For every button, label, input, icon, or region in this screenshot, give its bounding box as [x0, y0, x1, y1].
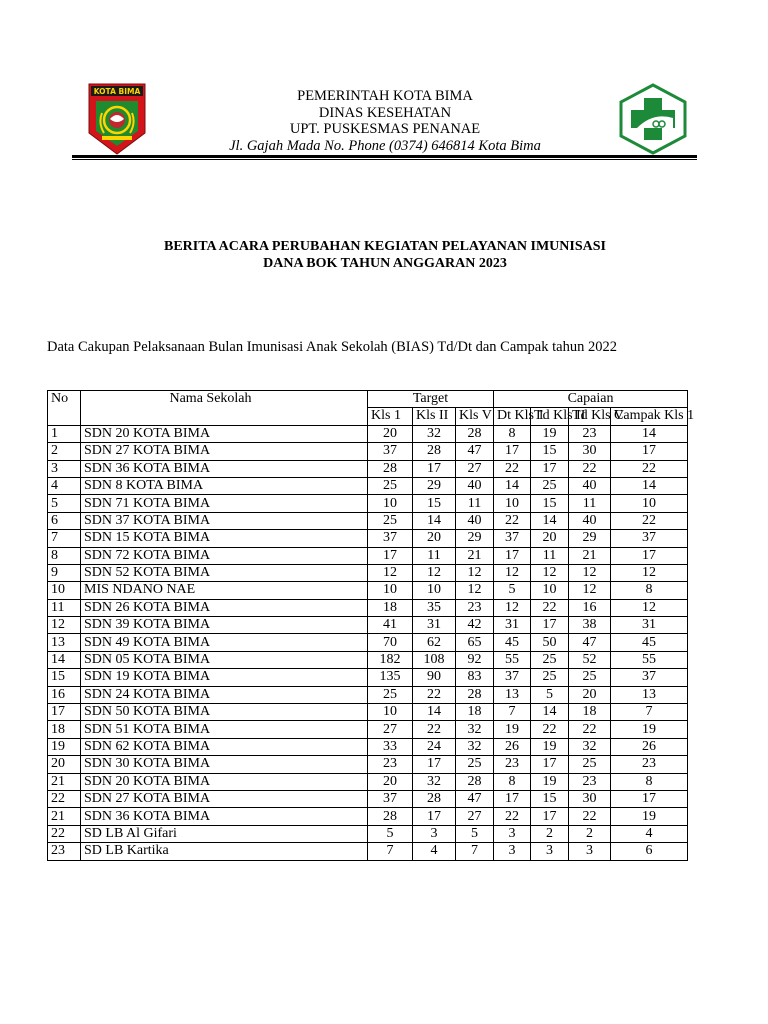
table-row: [48, 756, 688, 773]
cell-value: 37: [611, 530, 688, 547]
school-name: SDN 20 KOTA BIMA: [81, 773, 368, 790]
cell-value: 40: [569, 512, 611, 529]
header-capaian-col: Td Kls II: [531, 408, 569, 425]
school-name: SDN 20 KOTA BIMA: [81, 425, 368, 442]
table-row: [48, 669, 688, 686]
cell-value: 10: [611, 495, 688, 512]
row-number: 12: [48, 617, 81, 634]
cell-value: 19: [494, 721, 531, 738]
cell-value: 47: [456, 790, 494, 807]
cell-value: 23: [456, 599, 494, 616]
cell-value: 25: [368, 512, 413, 529]
cell-value: 14: [413, 704, 456, 721]
cell-value: 26: [494, 738, 531, 755]
cell-value: 25: [456, 756, 494, 773]
cell-value: 19: [611, 808, 688, 825]
cell-value: 15: [531, 790, 569, 807]
table-row: [48, 721, 688, 738]
school-name: SDN 27 KOTA BIMA: [81, 790, 368, 807]
cell-value: 17: [611, 790, 688, 807]
cell-value: 26: [611, 738, 688, 755]
cell-value: 13: [611, 686, 688, 703]
cell-value: 23: [569, 773, 611, 790]
cell-value: 22: [611, 460, 688, 477]
row-number: 10: [48, 582, 81, 599]
cell-value: 38: [569, 617, 611, 634]
cell-value: 42: [456, 617, 494, 634]
row-number: 22: [48, 790, 81, 807]
table-row: [48, 564, 688, 581]
cell-value: 11: [413, 547, 456, 564]
cell-value: 17: [531, 808, 569, 825]
cell-value: 182: [368, 651, 413, 668]
cell-value: 92: [456, 651, 494, 668]
cell-value: 70: [368, 634, 413, 651]
school-name: SDN 49 KOTA BIMA: [81, 634, 368, 651]
cell-value: 17: [531, 617, 569, 634]
cell-value: 45: [611, 634, 688, 651]
header-capaian-col: Campak Kls 1: [611, 408, 688, 425]
table-row: [48, 599, 688, 616]
row-number: 4: [48, 477, 81, 494]
cell-value: 11: [531, 547, 569, 564]
cell-value: 40: [569, 477, 611, 494]
cell-value: 19: [611, 721, 688, 738]
header-target-col: Kls V: [456, 408, 494, 425]
cell-value: 108: [413, 651, 456, 668]
cell-value: 32: [569, 738, 611, 755]
header-target: Target: [368, 391, 494, 408]
cell-value: 29: [456, 530, 494, 547]
cell-value: 22: [494, 512, 531, 529]
header-capaian-col: Dt Kls 1: [494, 408, 531, 425]
cell-value: 62: [413, 634, 456, 651]
table-row: [48, 808, 688, 825]
cell-value: 22: [531, 599, 569, 616]
cell-value: 28: [368, 460, 413, 477]
cell-value: 12: [569, 582, 611, 599]
row-number: 7: [48, 530, 81, 547]
school-name: MIS NDANO NAE: [81, 582, 368, 599]
table-row: [48, 443, 688, 460]
cell-value: 22: [569, 721, 611, 738]
cell-value: 23: [494, 756, 531, 773]
cell-value: 21: [456, 547, 494, 564]
school-name: SDN 30 KOTA BIMA: [81, 756, 368, 773]
cell-value: 22: [569, 808, 611, 825]
cell-value: 37: [368, 443, 413, 460]
cell-value: 5: [456, 825, 494, 842]
row-number: 2: [48, 443, 81, 460]
school-name: SDN 71 KOTA BIMA: [81, 495, 368, 512]
cell-value: 27: [456, 808, 494, 825]
cell-value: 7: [611, 704, 688, 721]
cell-value: 7: [456, 843, 494, 860]
row-number: 16: [48, 686, 81, 703]
cell-value: 3: [531, 843, 569, 860]
cell-value: 12: [531, 564, 569, 581]
title-line-1: BERITA ACARA PERUBAHAN KEGIATAN PELAYANAN IMUNISASI: [164, 239, 606, 254]
header-capaian: Capaian: [494, 391, 688, 408]
header-no: No: [48, 391, 81, 426]
cell-value: 33: [368, 738, 413, 755]
table-row: [48, 825, 688, 842]
cell-value: 28: [456, 686, 494, 703]
cell-value: 17: [413, 808, 456, 825]
table-row: [48, 704, 688, 721]
cell-value: 4: [611, 825, 688, 842]
cell-value: 5: [531, 686, 569, 703]
cell-value: 22: [413, 721, 456, 738]
row-number: 5: [48, 495, 81, 512]
cell-value: 18: [569, 704, 611, 721]
cell-value: 22: [611, 512, 688, 529]
cell-value: 28: [456, 773, 494, 790]
school-name: SDN 19 KOTA BIMA: [81, 669, 368, 686]
table-row: [48, 790, 688, 807]
cell-value: 37: [368, 790, 413, 807]
cell-value: 12: [456, 564, 494, 581]
cell-value: 37: [611, 669, 688, 686]
school-name: SDN 36 KOTA BIMA: [81, 808, 368, 825]
cell-value: 14: [531, 704, 569, 721]
cell-value: 10: [531, 582, 569, 599]
school-name: SDN 51 KOTA BIMA: [81, 721, 368, 738]
cell-value: 5: [494, 582, 531, 599]
letterhead-rule: [72, 155, 697, 158]
cell-value: 7: [368, 843, 413, 860]
cell-value: 28: [413, 443, 456, 460]
school-name: SDN 15 KOTA BIMA: [81, 530, 368, 547]
row-number: 1: [48, 425, 81, 442]
cell-value: 50: [531, 634, 569, 651]
cell-value: 17: [368, 547, 413, 564]
cell-value: 28: [368, 808, 413, 825]
header-nama-sekolah: Nama Sekolah: [81, 391, 368, 426]
header-target-col: Kls II: [413, 408, 456, 425]
row-number: 11: [48, 599, 81, 616]
cell-value: 28: [413, 790, 456, 807]
cell-value: 31: [494, 617, 531, 634]
header-target-col: Kls 1: [368, 408, 413, 425]
cell-value: 12: [456, 582, 494, 599]
row-number: 22: [48, 825, 81, 842]
table-row: [48, 738, 688, 755]
row-number: 3: [48, 460, 81, 477]
cell-value: 14: [611, 425, 688, 442]
cell-value: 47: [569, 634, 611, 651]
table-row: [48, 477, 688, 494]
cell-value: 4: [413, 843, 456, 860]
cell-value: 12: [413, 564, 456, 581]
cell-value: 8: [494, 425, 531, 442]
cell-value: 30: [569, 443, 611, 460]
cell-value: 45: [494, 634, 531, 651]
cell-value: 17: [531, 460, 569, 477]
cell-value: 15: [531, 443, 569, 460]
cell-value: 17: [494, 790, 531, 807]
cell-value: 25: [531, 477, 569, 494]
cell-value: 30: [569, 790, 611, 807]
cell-value: 10: [494, 495, 531, 512]
table-row: [48, 425, 688, 442]
cell-value: 29: [569, 530, 611, 547]
cell-value: 25: [569, 669, 611, 686]
cell-value: 7: [494, 704, 531, 721]
cell-value: 25: [368, 686, 413, 703]
cell-value: 8: [494, 773, 531, 790]
header-capaian-col: Td Kls V: [569, 408, 611, 425]
cell-value: 14: [611, 477, 688, 494]
school-name: SDN 39 KOTA BIMA: [81, 617, 368, 634]
cell-value: 15: [413, 495, 456, 512]
cell-value: 12: [611, 599, 688, 616]
cell-value: 17: [494, 547, 531, 564]
cell-value: 22: [494, 460, 531, 477]
cell-value: 22: [531, 721, 569, 738]
row-number: 21: [48, 773, 81, 790]
cell-value: 5: [368, 825, 413, 842]
cell-value: 2: [531, 825, 569, 842]
cell-value: 12: [611, 564, 688, 581]
svg-text:KOTA BIMA: KOTA BIMA: [93, 87, 141, 96]
table-row: [48, 495, 688, 512]
school-name: SDN 26 KOTA BIMA: [81, 599, 368, 616]
cell-value: 31: [413, 617, 456, 634]
document-title: [60, 238, 710, 272]
school-name: SD LB Kartika: [81, 843, 368, 860]
table-row: [48, 634, 688, 651]
cell-value: 12: [368, 564, 413, 581]
table-row: [48, 617, 688, 634]
cell-value: 52: [569, 651, 611, 668]
cell-value: 16: [569, 599, 611, 616]
cell-value: 10: [368, 582, 413, 599]
cell-value: 55: [611, 651, 688, 668]
cell-value: 17: [494, 443, 531, 460]
cell-value: 41: [368, 617, 413, 634]
cell-value: 20: [531, 530, 569, 547]
cell-value: 25: [531, 669, 569, 686]
cell-value: 12: [494, 564, 531, 581]
cell-value: 20: [413, 530, 456, 547]
row-number: 13: [48, 634, 81, 651]
cell-value: 65: [456, 634, 494, 651]
cell-value: 31: [611, 617, 688, 634]
cell-value: 12: [569, 564, 611, 581]
cell-value: 3: [413, 825, 456, 842]
school-name: SDN 52 KOTA BIMA: [81, 564, 368, 581]
header-department: DINAS KESEHATAN: [318, 104, 452, 121]
cell-value: 14: [413, 512, 456, 529]
cell-value: 20: [368, 773, 413, 790]
cell-value: 10: [368, 704, 413, 721]
cell-value: 23: [368, 756, 413, 773]
cell-value: 37: [494, 530, 531, 547]
school-name: SDN 24 KOTA BIMA: [81, 686, 368, 703]
row-number: 23: [48, 843, 81, 860]
header-address: Jl. Gajah Mada No. Phone (0374) 646814 Kota Bima: [229, 137, 541, 154]
cell-value: 40: [456, 512, 494, 529]
letterhead: [180, 88, 590, 154]
cell-value: 28: [456, 425, 494, 442]
cell-value: 35: [413, 599, 456, 616]
school-name: SDN 72 KOTA BIMA: [81, 547, 368, 564]
row-number: 6: [48, 512, 81, 529]
school-name: SDN 62 KOTA BIMA: [81, 738, 368, 755]
cell-value: 12: [494, 599, 531, 616]
kota-bima-logo: [88, 83, 146, 155]
cell-value: 20: [569, 686, 611, 703]
table-row: [48, 651, 688, 668]
cell-value: 25: [531, 651, 569, 668]
cell-value: 21: [569, 547, 611, 564]
table-row: [48, 530, 688, 547]
table-row: [48, 686, 688, 703]
cell-value: 27: [368, 721, 413, 738]
table-row: [48, 582, 688, 599]
cell-value: 8: [611, 582, 688, 599]
cell-value: 19: [531, 773, 569, 790]
cell-value: 32: [413, 425, 456, 442]
school-name: SDN 36 KOTA BIMA: [81, 460, 368, 477]
cell-value: 18: [368, 599, 413, 616]
row-number: 17: [48, 704, 81, 721]
cell-value: 6: [611, 843, 688, 860]
cell-value: 2: [569, 825, 611, 842]
cell-value: 135: [368, 669, 413, 686]
header-puskesmas: UPT. PUSKESMAS PENANAE: [289, 121, 481, 137]
cell-value: 8: [611, 773, 688, 790]
cell-value: 22: [494, 808, 531, 825]
cell-value: 11: [456, 495, 494, 512]
cell-value: 55: [494, 651, 531, 668]
cell-value: 32: [456, 721, 494, 738]
intro-text: Data Cakupan Pelaksanaan Bulan Imunisasi Anak Sekolah (BIAS) Td/Dt dan Campak tahun 2022: [47, 339, 617, 355]
cell-value: 14: [531, 512, 569, 529]
row-number: 15: [48, 669, 81, 686]
cell-value: 24: [413, 738, 456, 755]
cell-value: 3: [569, 843, 611, 860]
cell-value: 23: [611, 756, 688, 773]
row-number: 20: [48, 756, 81, 773]
row-number: 9: [48, 564, 81, 581]
cell-value: 20: [368, 425, 413, 442]
letterhead-rule-thin: [72, 159, 697, 160]
school-name: SDN 50 KOTA BIMA: [81, 704, 368, 721]
school-name: SDN 37 KOTA BIMA: [81, 512, 368, 529]
header-government: PEMERINTAH KOTA BIMA: [297, 88, 473, 104]
cell-value: 19: [531, 738, 569, 755]
cell-value: 17: [413, 460, 456, 477]
table-row: [48, 460, 688, 477]
cell-value: 10: [413, 582, 456, 599]
puskesmas-logo: [619, 84, 687, 154]
cell-value: 13: [494, 686, 531, 703]
cell-value: 14: [494, 477, 531, 494]
cell-value: 19: [531, 425, 569, 442]
school-name: SDN 27 KOTA BIMA: [81, 443, 368, 460]
cell-value: 22: [413, 686, 456, 703]
row-number: 19: [48, 738, 81, 755]
cell-value: 29: [413, 477, 456, 494]
cell-value: 3: [494, 843, 531, 860]
cell-value: 17: [611, 547, 688, 564]
cell-value: 25: [368, 477, 413, 494]
cell-value: 18: [456, 704, 494, 721]
cell-value: 83: [456, 669, 494, 686]
row-number: 21: [48, 808, 81, 825]
row-number: 18: [48, 721, 81, 738]
cell-value: 23: [569, 425, 611, 442]
cell-value: 25: [569, 756, 611, 773]
title-line-2: DANA BOK TAHUN ANGGARAN 2023: [263, 256, 507, 271]
row-number: 14: [48, 651, 81, 668]
cell-value: 90: [413, 669, 456, 686]
immunization-table: [47, 390, 695, 861]
cell-value: 11: [569, 495, 611, 512]
school-name: SDN 05 KOTA BIMA: [81, 651, 368, 668]
school-name: SD LB Al Gifari: [81, 825, 368, 842]
cell-value: 17: [611, 443, 688, 460]
cell-value: 15: [531, 495, 569, 512]
cell-value: 22: [569, 460, 611, 477]
cell-value: 37: [368, 530, 413, 547]
cell-value: 3: [494, 825, 531, 842]
table-body: [48, 425, 688, 860]
cell-value: 17: [413, 756, 456, 773]
row-number: 8: [48, 547, 81, 564]
school-name: SDN 8 KOTA BIMA: [81, 477, 368, 494]
cell-value: 17: [531, 756, 569, 773]
table-row: [48, 843, 688, 860]
table-row: [48, 773, 688, 790]
cell-value: 27: [456, 460, 494, 477]
table-row: [48, 512, 688, 529]
cell-value: 10: [368, 495, 413, 512]
cell-value: 32: [456, 738, 494, 755]
cell-value: 47: [456, 443, 494, 460]
cell-value: 32: [413, 773, 456, 790]
table-row: [48, 547, 688, 564]
cell-value: 40: [456, 477, 494, 494]
cell-value: 37: [494, 669, 531, 686]
